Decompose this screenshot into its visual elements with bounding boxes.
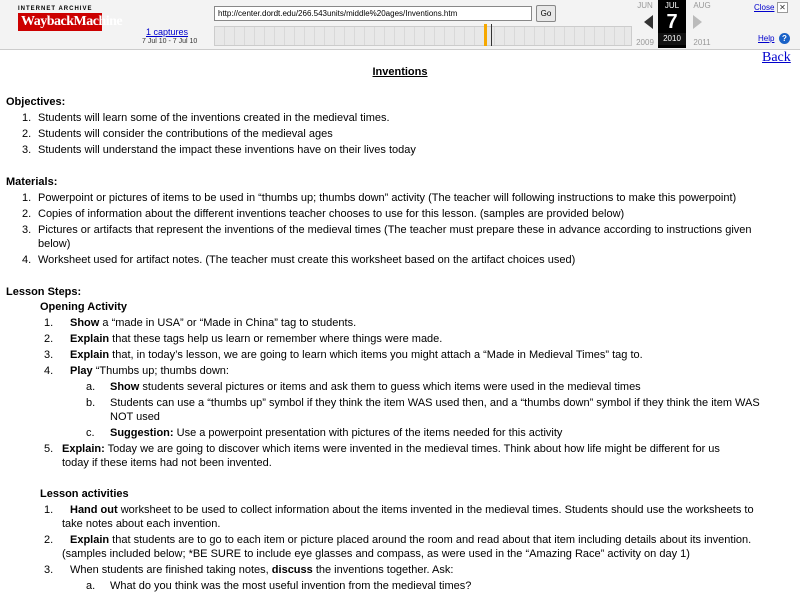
sublist-item-continuation: NOT used bbox=[110, 411, 160, 423]
list-marker: 2. bbox=[44, 534, 54, 546]
sublist-item: Students can use a “thumbs up” symbol if they think the item WAS used then, and a “thumbs down” symbol if they think the item WAS bbox=[110, 397, 760, 409]
list-marker: 5. bbox=[44, 443, 54, 455]
list-item: Play “Thumbs up; thumbs down: bbox=[70, 365, 229, 377]
list-item: Powerpoint or pictures of items to be used in “thumbs up; thumbs down” activity (The teacher will following instructions to make this powerpoint) bbox=[38, 192, 737, 204]
back-link[interactable]: Back bbox=[762, 50, 791, 65]
year-next[interactable]: 2011 bbox=[693, 38, 711, 47]
sublist-item: What do you think was the most useful invention from the medieval times? bbox=[110, 580, 472, 592]
list-item: Show a “made in USA” or “Made in China” tag to students. bbox=[70, 317, 357, 329]
help-icon[interactable]: ? bbox=[779, 33, 790, 44]
list-item: Explain: Today we are going to discover which items were invented in the medieval times. Think about how life might be different for us bbox=[62, 443, 720, 455]
list-marker: 2. bbox=[22, 208, 32, 220]
wayback-logo[interactable] bbox=[18, 6, 123, 38]
list-item: Hand out worksheet to be used to collect information about the items invented in the medieval times. Students should use the worksheets to bbox=[70, 504, 754, 516]
objectives-heading: Objectives: bbox=[6, 96, 66, 108]
logo-main-text: WaybackMachine bbox=[18, 13, 102, 31]
list-marker: 1. bbox=[22, 112, 32, 124]
month-prev[interactable]: JUN bbox=[637, 1, 653, 10]
list-marker: 2. bbox=[44, 333, 54, 345]
day-current: 7 bbox=[666, 11, 678, 33]
wayback-toolbar bbox=[0, 0, 800, 50]
page-title: Inventions bbox=[372, 66, 428, 78]
list-item-continuation: take notes about each invention. bbox=[62, 518, 221, 530]
list-item: Explain that students are to go to each item or picture placed around the room and read about that item including details about its invention. bbox=[70, 534, 752, 546]
list-marker: 1. bbox=[44, 317, 54, 329]
capture-timeline[interactable] bbox=[214, 26, 632, 46]
list-item: Worksheet used for artifact notes. (The teacher must create this worksheet based on the artifact choices used) bbox=[38, 254, 576, 266]
opening-activity-heading: Opening Activity bbox=[40, 301, 127, 313]
year-current: 2010 bbox=[658, 33, 686, 45]
go-button[interactable]: Go bbox=[536, 5, 556, 22]
next-capture-arrow-icon[interactable] bbox=[693, 15, 702, 29]
list-item: Students will understand the impact these inventions have on their lives today bbox=[38, 144, 416, 156]
lesson-activities-heading: Lesson activities bbox=[40, 488, 129, 500]
sublist-marker: b. bbox=[86, 397, 96, 409]
sublist-marker: c. bbox=[86, 427, 95, 439]
close-link[interactable]: Close bbox=[754, 3, 775, 12]
list-item: When students are finished taking notes, discuss the inventions together. Ask: bbox=[70, 564, 454, 576]
capture-range: 7 Jul 10 - 7 Jul 10 bbox=[142, 38, 198, 45]
list-marker: 1. bbox=[44, 504, 54, 516]
timeline-cursor bbox=[491, 24, 492, 46]
month-next[interactable]: AUG bbox=[693, 1, 711, 10]
help-link[interactable]: Help bbox=[758, 34, 775, 43]
lesson-steps-heading: Lesson Steps: bbox=[6, 286, 82, 298]
list-item: Explain that these tags help us learn or remember where things were made. bbox=[70, 333, 443, 345]
sublist-item: Suggestion: Use a powerpoint presentation with pictures of the items needed for this activity bbox=[110, 427, 563, 439]
list-marker: 3. bbox=[44, 349, 54, 361]
list-item-continuation: today if these items had not been invented. bbox=[62, 457, 272, 469]
list-marker: 1. bbox=[22, 192, 32, 204]
list-marker: 3. bbox=[44, 564, 54, 576]
list-item: Explain that, in today’s lesson, we are going to learn which items you might attach a “Made in Medieval Times” tag to. bbox=[70, 349, 643, 361]
month-current: JUL bbox=[664, 1, 680, 10]
current-date bbox=[658, 0, 686, 48]
capture-marker[interactable] bbox=[484, 24, 487, 46]
list-marker: 4. bbox=[44, 365, 54, 377]
sublist-marker: a. bbox=[86, 381, 96, 393]
captures-link[interactable]: 1 captures bbox=[146, 27, 189, 37]
prev-capture-arrow-icon[interactable] bbox=[644, 15, 653, 29]
year-prev[interactable]: 2009 bbox=[636, 38, 654, 47]
list-item: Students will learn some of the inventions created in the medieval times. bbox=[38, 112, 390, 124]
logo-top-text: INTERNET ARCHIVE bbox=[18, 6, 93, 12]
list-marker: 3. bbox=[22, 144, 32, 156]
url-input[interactable]: http://center.dordt.edu/266.543units/middle%20ages/Inventions.htm bbox=[214, 6, 532, 21]
list-item-continuation: below) bbox=[38, 238, 71, 250]
close-icon[interactable]: ✕ bbox=[777, 2, 788, 13]
materials-heading: Materials: bbox=[6, 176, 58, 188]
list-item: Students will consider the contributions of the medieval ages bbox=[38, 128, 333, 140]
sublist-item: Show students several pictures or items and ask them to guess which items were used in the medieval times bbox=[110, 381, 641, 393]
list-item: Copies of information about the different inventions teacher chooses to use for this lesson. (samples are provided below) bbox=[38, 208, 625, 220]
list-item: Pictures or artifacts that represent the inventions of the medieval times (The teacher must prepare these in advance according to instructions given bbox=[38, 224, 752, 236]
sublist-marker: a. bbox=[86, 580, 96, 592]
list-marker: 3. bbox=[22, 224, 32, 236]
list-item-continuation: (samples included below; *BE SURE to include eye glasses and compass, as were used in the “Amazing Race” activity on day 1) bbox=[62, 548, 690, 560]
list-marker: 4. bbox=[22, 254, 32, 266]
list-marker: 2. bbox=[22, 128, 32, 140]
